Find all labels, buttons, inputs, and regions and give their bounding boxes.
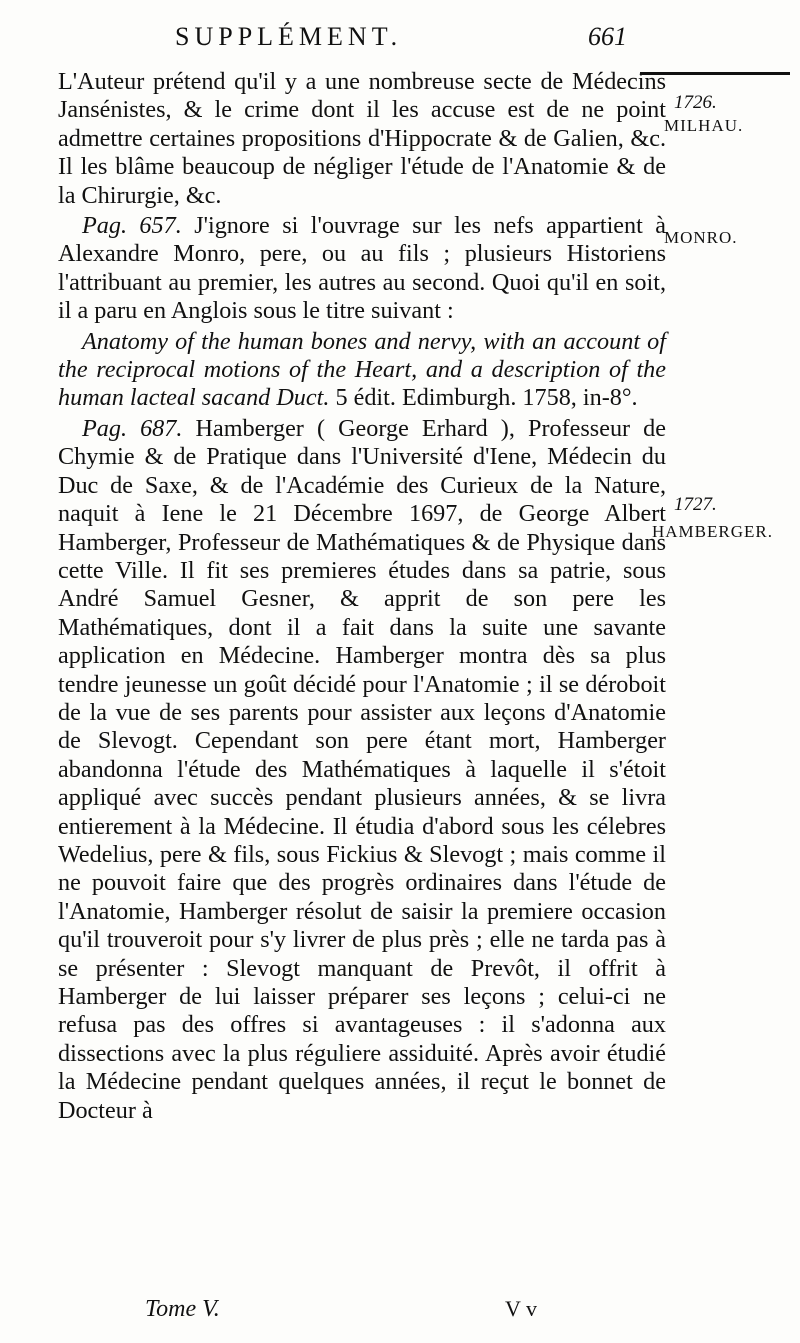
page-footer [0, 1296, 800, 1326]
margin-year-1727: 1727. [674, 494, 717, 515]
margin-year-1726: 1726. [674, 92, 717, 113]
page-reference: Pag. 657. [82, 212, 182, 240]
paragraph-monro [58, 212, 666, 326]
body-text [58, 68, 666, 1125]
paragraph-book-title [58, 328, 666, 413]
volume-label: Tome V. [145, 1296, 220, 1322]
running-head: SUPPLÉMENT. [175, 22, 403, 51]
margin-column [652, 0, 800, 1343]
page-number: 661 [588, 22, 627, 51]
edition-info: 5 édit. Edimburgh. 1758, in-8°. [335, 384, 638, 412]
paragraph-milhau: L'Auteur prétend qu'il y a une nombreuse secte de Médecins Jansénistes, & le crime dont il les accuse est de ne point admettre certaines propositions d'Hippocrate & de Galien, &c. Il les blâme beaucoup de négliger l'étude de l'Anatomie & de la Chirurgie, &c. [58, 68, 666, 209]
margin-name-monro: MONRO. [664, 228, 738, 247]
paragraph-hamberger [58, 415, 666, 1125]
signature-mark: V v [505, 1296, 537, 1321]
margin-name-milhau: MILHAU. [664, 116, 744, 135]
paragraph-text: Hamberger ( George Erhard ), Professeur de Chymie & de Pratique dans l'Université d'Iene, Médecin du Duc de Saxe, & de l'Académie des Curieux de la Nature, naquit à Iene le 21 Décembre 1697, de George Albert Hamberger, Professeur de Mathématiques & de Physique dans cette Ville. Il fit ses premieres études dans sa patrie, sous André Samuel Gesner, & apprit de son pere les Mathématiques, dont il a fait dans la suite une savante application en Médecine. Hamberger montra dès sa plus tendre jeunesse un goût décidé pour l'Anatomie ; il se déroboit de la vue de ses parents pour assister aux leçons d'Anatomie de Slevogt. Cependant son pere étant mort, Hamberger abandonna l'étude des Mathématiques à laquelle il s'étoit appliqué avec succès pendant plusieurs années, & se livra entierement à la Médecine. Il étudia d'abord sous les célebres Wedelius, pere & fils, sous Fickius & Slevogt ; mais comme il ne pouvoit faire que des progrès ordinaires dans l'étude de l'Anatomie, Hamberger résolut de saisir la premiere occasion qu'il trouveroit pour s'y livrer de plus près ; elle ne tarda pas à se présenter : Slevogt manquant de Prevôt, il offrit à Hamberger de lui laisser préparer ses leçons ; celui-ci ne refusa pas des offres si avantageuses : il s'adonna aux dissections avec la plus réguliere assiduité. Après avoir étudié la Médecine pendant quelques années, il reçut le bonnet de Docteur à [58, 414, 667, 1124]
page-reference: Pag. 687. [82, 414, 183, 442]
paragraph-text: J'ignore si l'ouvrage sur les nefs appartient à Alexandre Monro, pere, ou au fils ; plusieurs Historiens l'attribuant au premier, les autres au second. Quoi qu'il en soit, il a paru en Anglois sous le titre suivant : [58, 212, 667, 325]
margin-name-hamberger: HAMBERGER. [652, 522, 773, 541]
book-title: Anatomy of the human bones and nervy, with an account of the reciprocal motions of the Heart, and a description of the human lacteal sacand Duct. [58, 327, 666, 412]
